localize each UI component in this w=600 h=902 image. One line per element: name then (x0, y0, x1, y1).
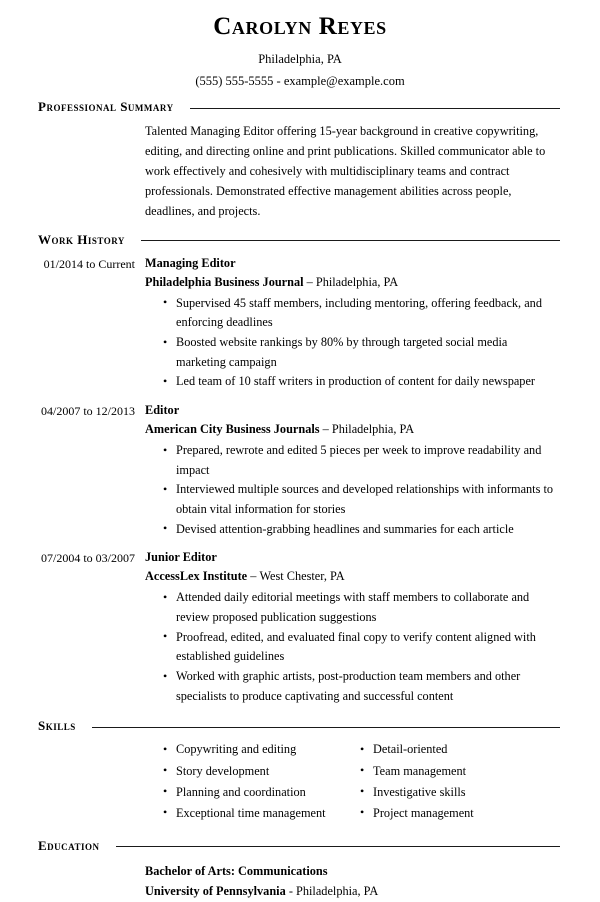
section-professional-summary (0, 99, 600, 222)
job-dates: 01/2014 to Current (43, 256, 135, 271)
work-history-list (0, 254, 600, 707)
job-place: Philadelphia, PA (315, 274, 399, 289)
skill-item: • Project management (360, 803, 560, 824)
job-bullet: • Prepared, rewrote and edited 5 pieces per week to improve readability and impact (163, 441, 560, 480)
job-organization-line (145, 567, 560, 587)
job-detail (135, 254, 600, 392)
section-header-professional-summary (0, 99, 600, 115)
section-rule (92, 727, 560, 728)
education-degree: Bachelor of Arts: Communications (145, 863, 328, 878)
skill-item: • Exceptional time management (163, 803, 360, 824)
education-entry (145, 862, 560, 902)
skills-list-left (163, 739, 360, 824)
job-dates: 04/2007 to 12/2013 (40, 404, 135, 419)
education-list (0, 862, 600, 902)
skill-item: • Copywriting and editing (163, 739, 360, 760)
job-place: West Chester, PA (259, 569, 345, 584)
section-education (0, 838, 600, 902)
skill-item: • Team management (360, 761, 560, 782)
candidate-name: Carolyn Reyes (213, 13, 387, 40)
job-bullet-list (145, 294, 560, 392)
skill-item: • Investigative skills (360, 782, 560, 803)
job-separator-glyph: – (322, 422, 329, 437)
section-title: Skills (38, 718, 76, 734)
job-bullet: • Led team of 10 staff writers in production of content for daily newspaper (163, 372, 560, 392)
job-bullet: • Attended daily editorial meetings with staff members to collaborate and review proposed publication suggestions (163, 588, 560, 627)
education-school: University of Pennsylvania (145, 883, 286, 898)
professional-summary-text: Talented Managing Editor offering 15-year background in creative copywriting, editing, and directing online and print publications. Skilled communicator able to work effectively and cohesively with multidisciplinary teams and contract professionals. Demonstrated effective management abilities across people, deadlines, and projects. (145, 124, 546, 218)
job-dates: 07/2004 to 03/2007 (40, 551, 135, 566)
section-skills (0, 718, 600, 824)
skills-body (0, 739, 600, 824)
section-work-history (0, 232, 600, 707)
job-organization: American City Business Journals (145, 422, 320, 437)
section-rule (141, 240, 560, 241)
job-bullet: • Boosted website rankings by 80% by through targeted social media marketing campaign (163, 333, 560, 372)
skills-column-left (163, 739, 360, 824)
job-bullet: • Interviewed multiple sources and developed relationships with informants to obtain vital information for stories (163, 480, 560, 519)
job-title: Editor (145, 403, 180, 418)
job-bullet: • Proofread, edited, and evaluated final copy to verify content aligned with established guidelines (163, 628, 560, 667)
section-title: Professional Summary (38, 99, 174, 115)
job-title: Managing Editor (145, 255, 236, 270)
skills-column-right (360, 739, 560, 824)
section-title: Education (38, 837, 100, 853)
job-bullet: • Supervised 45 staff members, including mentoring, offering feedback, and enforcing deadlines (163, 294, 560, 333)
skills-list-right (360, 739, 560, 824)
section-title: Work History (38, 231, 125, 247)
section-rule (116, 846, 560, 847)
job-bullet: • Worked with graphic artists, post-production team members and other specialists to produce captivating and successful content (163, 667, 560, 706)
candidate-contact: (555) 555-5555 - example@example.com (195, 74, 405, 89)
job-detail (135, 401, 600, 539)
job-organization-line (145, 420, 560, 440)
job-title: Junior Editor (145, 550, 217, 565)
section-header-work-history (0, 232, 600, 248)
skill-item: • Planning and coordination (163, 782, 360, 803)
skill-item: • Story development (163, 761, 360, 782)
work-history-entry (0, 401, 600, 539)
section-header-skills (0, 718, 600, 734)
job-bullet: • Devised attention-grabbing headlines and summaries for each article (163, 520, 560, 540)
skill-item: • Detail-oriented (360, 739, 560, 760)
job-organization: AccessLex Institute (145, 569, 248, 584)
job-separator-glyph: – (250, 569, 257, 584)
candidate-location: Philadelphia, PA (258, 52, 342, 67)
education-separator-glyph: - (288, 883, 293, 898)
education-school-line (145, 882, 560, 902)
section-header-education (0, 838, 600, 854)
job-place: Philadelphia, PA (331, 422, 415, 437)
work-history-entry (0, 548, 600, 706)
section-rule (190, 108, 560, 109)
education-place: Philadelphia, PA (296, 883, 379, 898)
job-bullet-list (145, 588, 560, 706)
job-organization-line (145, 273, 560, 293)
job-bullet-list (145, 441, 560, 539)
job-organization: Philadelphia Business Journal (145, 274, 304, 289)
job-detail (135, 548, 600, 706)
resume-header (0, 0, 600, 89)
work-history-entry (0, 254, 600, 392)
job-separator-glyph: – (306, 274, 313, 289)
